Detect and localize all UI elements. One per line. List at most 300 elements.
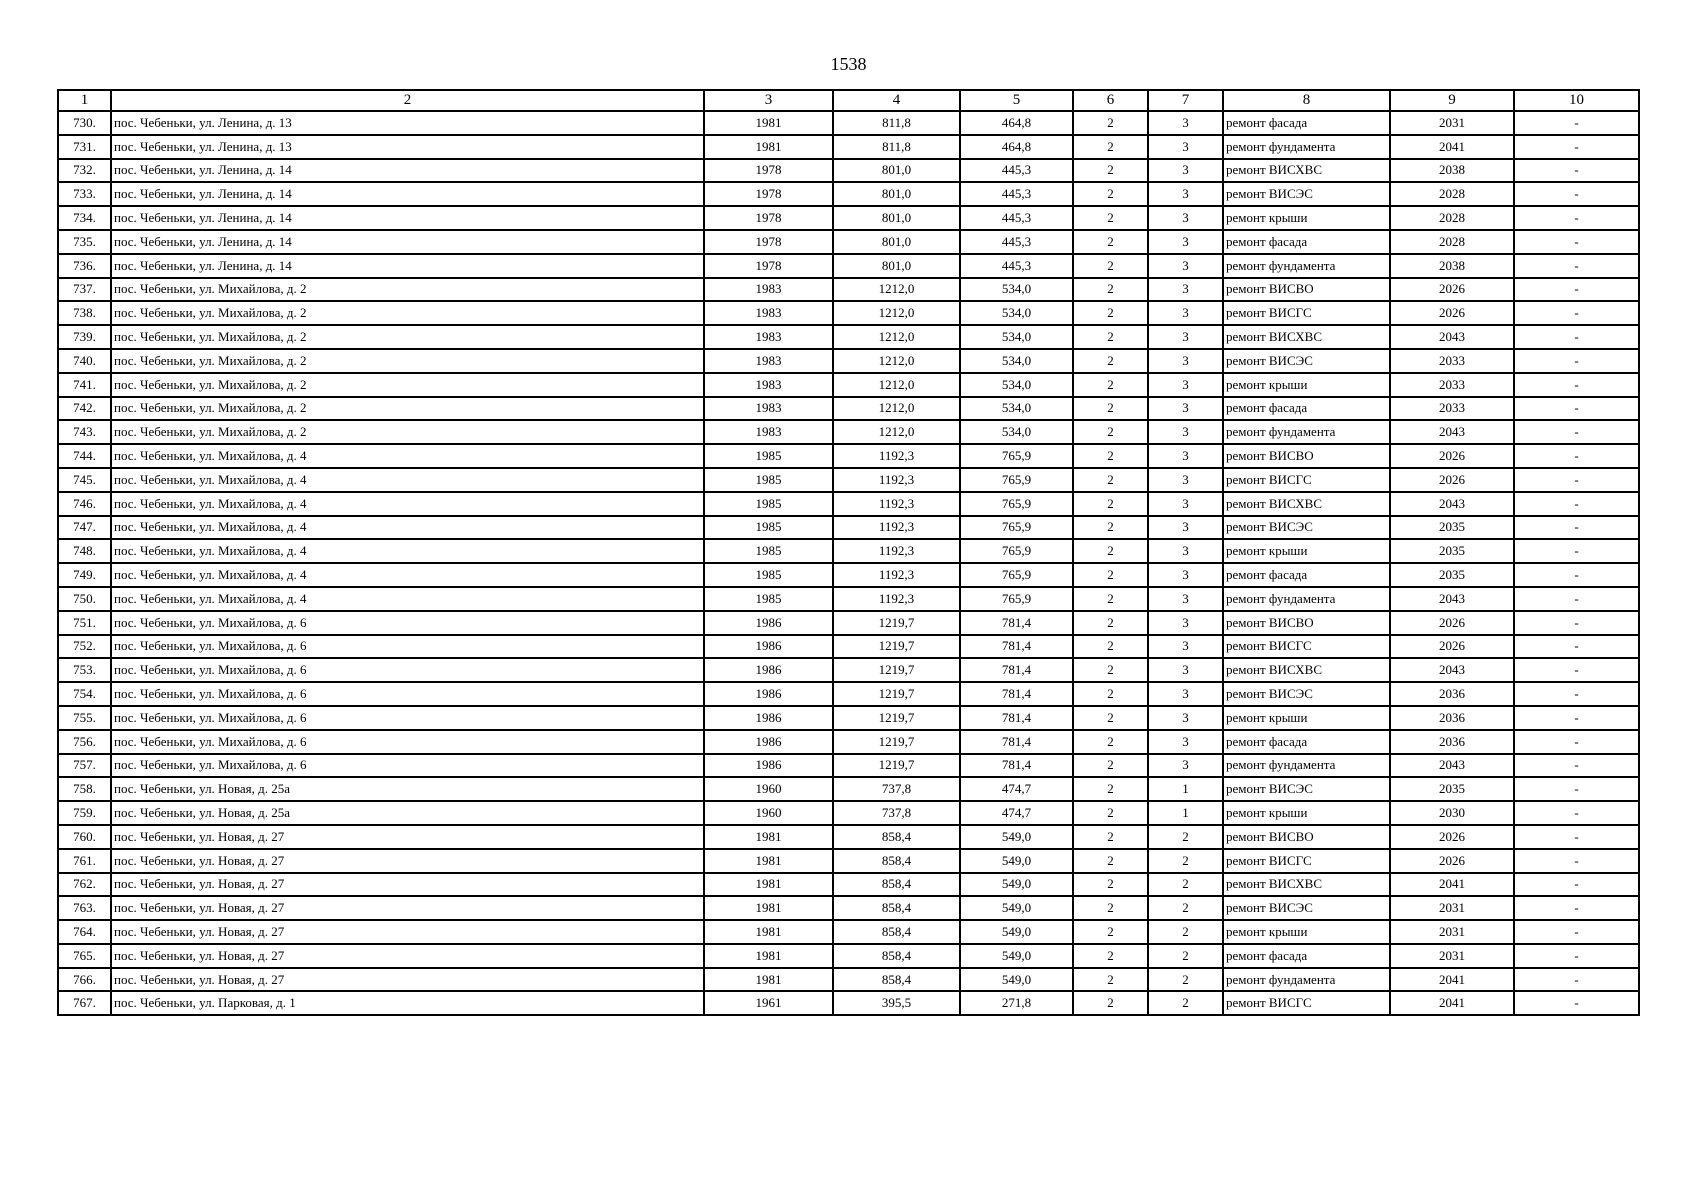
entrances-cell: 3 (1148, 278, 1223, 302)
entrances-cell: 3 (1148, 230, 1223, 254)
work-type-cell: ремонт ВИСГС (1223, 991, 1390, 1015)
entrances-cell: 2 (1148, 991, 1223, 1015)
total-area-cell: 737,8 (833, 801, 960, 825)
living-area-cell: 464,8 (960, 111, 1073, 135)
total-area-cell: 801,0 (833, 159, 960, 183)
planned-year-cell: 2031 (1390, 896, 1514, 920)
address-cell: пос. Чебеньки, ул. Михайлова, д. 6 (111, 730, 704, 754)
living-area-cell: 781,4 (960, 706, 1073, 730)
work-type-cell: ремонт крыши (1223, 706, 1390, 730)
table-row (58, 325, 1639, 349)
total-area-cell: 1219,7 (833, 658, 960, 682)
address-cell: пос. Чебеньки, ул. Ленина, д. 14 (111, 230, 704, 254)
living-area-cell: 765,9 (960, 468, 1073, 492)
note-cell: - (1514, 611, 1639, 635)
address-cell: пос. Чебеньки, ул. Михайлова, д. 4 (111, 444, 704, 468)
note-cell: - (1514, 230, 1639, 254)
year-built-cell: 1983 (704, 397, 833, 421)
total-area-cell: 1192,3 (833, 587, 960, 611)
column-header-4: 4 (833, 90, 960, 111)
table-row (58, 111, 1639, 135)
work-type-cell: ремонт фундамента (1223, 754, 1390, 778)
address-cell: пос. Чебеньки, ул. Новая, д. 27 (111, 896, 704, 920)
work-type-cell: ремонт фасада (1223, 111, 1390, 135)
total-area-cell: 1212,0 (833, 349, 960, 373)
living-area-cell: 549,0 (960, 873, 1073, 897)
planned-year-cell: 2031 (1390, 111, 1514, 135)
row-number-cell: 737. (58, 278, 111, 302)
work-type-cell: ремонт крыши (1223, 920, 1390, 944)
entrances-cell: 3 (1148, 301, 1223, 325)
note-cell: - (1514, 944, 1639, 968)
note-cell: - (1514, 777, 1639, 801)
planned-year-cell: 2043 (1390, 492, 1514, 516)
note-cell: - (1514, 492, 1639, 516)
living-area-cell: 549,0 (960, 920, 1073, 944)
address-cell: пос. Чебеньки, ул. Ленина, д. 13 (111, 135, 704, 159)
work-type-cell: ремонт фасада (1223, 944, 1390, 968)
floors-cell: 2 (1073, 801, 1148, 825)
note-cell: - (1514, 278, 1639, 302)
floors-cell: 2 (1073, 397, 1148, 421)
address-cell: пос. Чебеньки, ул. Михайлова, д. 6 (111, 635, 704, 659)
row-number-cell: 750. (58, 587, 111, 611)
year-built-cell: 1961 (704, 991, 833, 1015)
address-cell: пос. Чебеньки, ул. Михайлова, д. 2 (111, 373, 704, 397)
row-number-cell: 749. (58, 563, 111, 587)
row-number-cell: 763. (58, 896, 111, 920)
entrances-cell: 3 (1148, 492, 1223, 516)
total-area-cell: 1212,0 (833, 301, 960, 325)
row-number-cell: 765. (58, 944, 111, 968)
row-number-cell: 742. (58, 397, 111, 421)
floors-cell: 2 (1073, 420, 1148, 444)
page-number: 1538 (830, 54, 867, 74)
work-type-cell: ремонт ВИСЭС (1223, 516, 1390, 540)
floors-cell: 2 (1073, 135, 1148, 159)
work-type-cell: ремонт ВИСЭС (1223, 682, 1390, 706)
living-area-cell: 765,9 (960, 587, 1073, 611)
table-row (58, 420, 1639, 444)
planned-year-cell: 2026 (1390, 468, 1514, 492)
floors-cell: 2 (1073, 682, 1148, 706)
total-area-cell: 858,4 (833, 825, 960, 849)
planned-year-cell: 2041 (1390, 135, 1514, 159)
planned-year-cell: 2035 (1390, 516, 1514, 540)
total-area-cell: 1219,7 (833, 706, 960, 730)
row-number-cell: 761. (58, 849, 111, 873)
table-row (58, 516, 1639, 540)
column-header-3: 3 (704, 90, 833, 111)
entrances-cell: 2 (1148, 920, 1223, 944)
planned-year-cell: 2026 (1390, 849, 1514, 873)
planned-year-cell: 2035 (1390, 777, 1514, 801)
note-cell: - (1514, 397, 1639, 421)
year-built-cell: 1983 (704, 349, 833, 373)
address-cell: пос. Чебеньки, ул. Михайлова, д. 4 (111, 563, 704, 587)
planned-year-cell: 2028 (1390, 230, 1514, 254)
floors-cell: 2 (1073, 111, 1148, 135)
address-cell: пос. Чебеньки, ул. Михайлова, д. 6 (111, 658, 704, 682)
living-area-cell: 474,7 (960, 777, 1073, 801)
table-row (58, 706, 1639, 730)
table-row (58, 278, 1639, 302)
work-type-cell: ремонт фасада (1223, 563, 1390, 587)
entrances-cell: 2 (1148, 944, 1223, 968)
note-cell: - (1514, 539, 1639, 563)
table-row (58, 444, 1639, 468)
row-number-cell: 753. (58, 658, 111, 682)
row-number-cell: 731. (58, 135, 111, 159)
entrances-cell: 3 (1148, 754, 1223, 778)
work-type-cell: ремонт фундамента (1223, 968, 1390, 992)
entrances-cell: 2 (1148, 896, 1223, 920)
floors-cell: 2 (1073, 206, 1148, 230)
note-cell: - (1514, 873, 1639, 897)
total-area-cell: 1192,3 (833, 563, 960, 587)
year-built-cell: 1981 (704, 111, 833, 135)
living-area-cell: 271,8 (960, 991, 1073, 1015)
floors-cell: 2 (1073, 444, 1148, 468)
work-type-cell: ремонт ВИСЭС (1223, 896, 1390, 920)
address-cell: пос. Чебеньки, ул. Михайлова, д. 6 (111, 754, 704, 778)
entrances-cell: 3 (1148, 516, 1223, 540)
planned-year-cell: 2033 (1390, 373, 1514, 397)
column-header-1: 1 (58, 90, 111, 111)
column-header-6: 6 (1073, 90, 1148, 111)
work-type-cell: ремонт фасада (1223, 230, 1390, 254)
total-area-cell: 1212,0 (833, 278, 960, 302)
total-area-cell: 1192,3 (833, 444, 960, 468)
row-number-cell: 736. (58, 254, 111, 278)
work-type-cell: ремонт фундамента (1223, 420, 1390, 444)
work-type-cell: ремонт ВИСЭС (1223, 182, 1390, 206)
address-cell: пос. Чебеньки, ул. Михайлова, д. 4 (111, 587, 704, 611)
year-built-cell: 1986 (704, 635, 833, 659)
table-row (58, 944, 1639, 968)
work-type-cell: ремонт ВИСГС (1223, 849, 1390, 873)
year-built-cell: 1986 (704, 658, 833, 682)
work-type-cell: ремонт ВИСГС (1223, 301, 1390, 325)
year-built-cell: 1986 (704, 682, 833, 706)
work-type-cell: ремонт ВИСХВС (1223, 873, 1390, 897)
planned-year-cell: 2038 (1390, 159, 1514, 183)
planned-year-cell: 2043 (1390, 420, 1514, 444)
living-area-cell: 474,7 (960, 801, 1073, 825)
note-cell: - (1514, 754, 1639, 778)
living-area-cell: 534,0 (960, 301, 1073, 325)
floors-cell: 2 (1073, 468, 1148, 492)
entrances-cell: 3 (1148, 397, 1223, 421)
planned-year-cell: 2035 (1390, 539, 1514, 563)
entrances-cell: 2 (1148, 825, 1223, 849)
note-cell: - (1514, 206, 1639, 230)
total-area-cell: 858,4 (833, 873, 960, 897)
work-type-cell: ремонт ВИСХВС (1223, 658, 1390, 682)
floors-cell: 2 (1073, 373, 1148, 397)
living-area-cell: 549,0 (960, 968, 1073, 992)
total-area-cell: 395,5 (833, 991, 960, 1015)
entrances-cell: 3 (1148, 420, 1223, 444)
row-number-cell: 764. (58, 920, 111, 944)
table-row (58, 896, 1639, 920)
address-cell: пос. Чебеньки, ул. Михайлова, д. 6 (111, 706, 704, 730)
floors-cell: 2 (1073, 492, 1148, 516)
table-row (58, 682, 1639, 706)
row-number-cell: 752. (58, 635, 111, 659)
row-number-cell: 754. (58, 682, 111, 706)
floors-cell: 2 (1073, 563, 1148, 587)
table-row (58, 635, 1639, 659)
note-cell: - (1514, 825, 1639, 849)
address-cell: пос. Чебеньки, ул. Новая, д. 25а (111, 801, 704, 825)
row-number-cell: 735. (58, 230, 111, 254)
year-built-cell: 1985 (704, 539, 833, 563)
address-cell: пос. Чебеньки, ул. Михайлова, д. 6 (111, 611, 704, 635)
living-area-cell: 781,4 (960, 658, 1073, 682)
table-row (58, 254, 1639, 278)
note-cell: - (1514, 444, 1639, 468)
row-number-cell: 751. (58, 611, 111, 635)
note-cell: - (1514, 563, 1639, 587)
work-type-cell: ремонт крыши (1223, 373, 1390, 397)
note-cell: - (1514, 730, 1639, 754)
table-row (58, 777, 1639, 801)
table-row (58, 159, 1639, 183)
year-built-cell: 1986 (704, 706, 833, 730)
year-built-cell: 1981 (704, 968, 833, 992)
column-header-10: 10 (1514, 90, 1639, 111)
planned-year-cell: 2043 (1390, 754, 1514, 778)
table-row (58, 754, 1639, 778)
total-area-cell: 1212,0 (833, 373, 960, 397)
entrances-cell: 3 (1148, 611, 1223, 635)
total-area-cell: 1192,3 (833, 516, 960, 540)
floors-cell: 2 (1073, 254, 1148, 278)
table-row (58, 968, 1639, 992)
column-header-7: 7 (1148, 90, 1223, 111)
planned-year-cell: 2043 (1390, 587, 1514, 611)
total-area-cell: 858,4 (833, 849, 960, 873)
note-cell: - (1514, 658, 1639, 682)
table-row (58, 587, 1639, 611)
floors-cell: 2 (1073, 635, 1148, 659)
row-number-cell: 759. (58, 801, 111, 825)
planned-year-cell: 2036 (1390, 682, 1514, 706)
table-row (58, 206, 1639, 230)
total-area-cell: 801,0 (833, 254, 960, 278)
entrances-cell: 3 (1148, 468, 1223, 492)
floors-cell: 2 (1073, 516, 1148, 540)
column-header-5: 5 (960, 90, 1073, 111)
entrances-cell: 3 (1148, 658, 1223, 682)
living-area-cell: 765,9 (960, 444, 1073, 468)
year-built-cell: 1985 (704, 587, 833, 611)
living-area-cell: 445,3 (960, 182, 1073, 206)
entrances-cell: 1 (1148, 777, 1223, 801)
entrances-cell: 2 (1148, 968, 1223, 992)
floors-cell: 2 (1073, 944, 1148, 968)
note-cell: - (1514, 635, 1639, 659)
column-header-8: 8 (1223, 90, 1390, 111)
total-area-cell: 858,4 (833, 944, 960, 968)
note-cell: - (1514, 682, 1639, 706)
table-row (58, 135, 1639, 159)
planned-year-cell: 2028 (1390, 182, 1514, 206)
total-area-cell: 801,0 (833, 182, 960, 206)
entrances-cell: 3 (1148, 563, 1223, 587)
total-area-cell: 1192,3 (833, 468, 960, 492)
living-area-cell: 445,3 (960, 254, 1073, 278)
column-header-2: 2 (111, 90, 704, 111)
column-header-9: 9 (1390, 90, 1514, 111)
address-cell: пос. Чебеньки, ул. Михайлова, д. 2 (111, 301, 704, 325)
address-cell: пос. Чебеньки, ул. Михайлова, д. 4 (111, 468, 704, 492)
entrances-cell: 3 (1148, 706, 1223, 730)
table-row (58, 801, 1639, 825)
note-cell: - (1514, 349, 1639, 373)
floors-cell: 2 (1073, 777, 1148, 801)
planned-year-cell: 2026 (1390, 825, 1514, 849)
total-area-cell: 811,8 (833, 135, 960, 159)
row-number-cell: 766. (58, 968, 111, 992)
year-built-cell: 1978 (704, 182, 833, 206)
total-area-cell: 858,4 (833, 896, 960, 920)
entrances-cell: 2 (1148, 873, 1223, 897)
work-type-cell: ремонт ВИСВО (1223, 825, 1390, 849)
table-row (58, 825, 1639, 849)
work-type-cell: ремонт фундамента (1223, 254, 1390, 278)
living-area-cell: 781,4 (960, 754, 1073, 778)
table-row (58, 230, 1639, 254)
living-area-cell: 464,8 (960, 135, 1073, 159)
note-cell: - (1514, 801, 1639, 825)
floors-cell: 2 (1073, 968, 1148, 992)
floors-cell: 2 (1073, 349, 1148, 373)
note-cell: - (1514, 896, 1639, 920)
row-number-cell: 738. (58, 301, 111, 325)
total-area-cell: 1219,7 (833, 635, 960, 659)
planned-year-cell: 2033 (1390, 397, 1514, 421)
address-cell: пос. Чебеньки, ул. Михайлова, д. 2 (111, 349, 704, 373)
year-built-cell: 1960 (704, 801, 833, 825)
year-built-cell: 1978 (704, 230, 833, 254)
entrances-cell: 3 (1148, 444, 1223, 468)
planned-year-cell: 2036 (1390, 706, 1514, 730)
year-built-cell: 1981 (704, 135, 833, 159)
living-area-cell: 445,3 (960, 230, 1073, 254)
entrances-cell: 3 (1148, 539, 1223, 563)
year-built-cell: 1981 (704, 920, 833, 944)
year-built-cell: 1981 (704, 825, 833, 849)
planned-year-cell: 2033 (1390, 349, 1514, 373)
total-area-cell: 1219,7 (833, 754, 960, 778)
floors-cell: 2 (1073, 182, 1148, 206)
table-row (58, 539, 1639, 563)
floors-cell: 2 (1073, 730, 1148, 754)
note-cell: - (1514, 516, 1639, 540)
note-cell: - (1514, 159, 1639, 183)
row-number-cell: 745. (58, 468, 111, 492)
note-cell: - (1514, 135, 1639, 159)
living-area-cell: 534,0 (960, 325, 1073, 349)
year-built-cell: 1985 (704, 444, 833, 468)
table-row (58, 849, 1639, 873)
planned-year-cell: 2041 (1390, 991, 1514, 1015)
planned-year-cell: 2043 (1390, 658, 1514, 682)
entrances-cell: 3 (1148, 159, 1223, 183)
note-cell: - (1514, 254, 1639, 278)
living-area-cell: 781,4 (960, 635, 1073, 659)
note-cell: - (1514, 373, 1639, 397)
work-type-cell: ремонт ВИСГС (1223, 468, 1390, 492)
living-area-cell: 549,0 (960, 896, 1073, 920)
floors-cell: 2 (1073, 301, 1148, 325)
year-built-cell: 1978 (704, 159, 833, 183)
floors-cell: 2 (1073, 825, 1148, 849)
table-row (58, 182, 1639, 206)
note-cell: - (1514, 468, 1639, 492)
living-area-cell: 549,0 (960, 825, 1073, 849)
living-area-cell: 549,0 (960, 849, 1073, 873)
table-row (58, 468, 1639, 492)
work-type-cell: ремонт фундамента (1223, 135, 1390, 159)
planned-year-cell: 2026 (1390, 278, 1514, 302)
year-built-cell: 1981 (704, 896, 833, 920)
floors-cell: 2 (1073, 658, 1148, 682)
total-area-cell: 1212,0 (833, 397, 960, 421)
table-row (58, 301, 1639, 325)
note-cell: - (1514, 706, 1639, 730)
entrances-cell: 3 (1148, 373, 1223, 397)
planned-year-cell: 2041 (1390, 873, 1514, 897)
entrances-cell: 3 (1148, 587, 1223, 611)
planned-year-cell: 2031 (1390, 920, 1514, 944)
planned-year-cell: 2028 (1390, 206, 1514, 230)
address-cell: пос. Чебеньки, ул. Ленина, д. 14 (111, 159, 704, 183)
living-area-cell: 781,4 (960, 730, 1073, 754)
address-cell: пос. Чебеньки, ул. Новая, д. 27 (111, 920, 704, 944)
work-type-cell: ремонт фасада (1223, 397, 1390, 421)
entrances-cell: 3 (1148, 682, 1223, 706)
address-cell: пос. Чебеньки, ул. Парковая, д. 1 (111, 991, 704, 1015)
address-cell: пос. Чебеньки, ул. Новая, д. 27 (111, 873, 704, 897)
address-cell: пос. Чебеньки, ул. Михайлова, д. 2 (111, 278, 704, 302)
living-area-cell: 765,9 (960, 492, 1073, 516)
note-cell: - (1514, 991, 1639, 1015)
work-type-cell: ремонт ВИСВО (1223, 611, 1390, 635)
work-type-cell: ремонт ВИСВО (1223, 444, 1390, 468)
row-number-cell: 734. (58, 206, 111, 230)
total-area-cell: 1212,0 (833, 325, 960, 349)
year-built-cell: 1978 (704, 254, 833, 278)
planned-year-cell: 2026 (1390, 301, 1514, 325)
row-number-cell: 767. (58, 991, 111, 1015)
planned-year-cell: 2026 (1390, 611, 1514, 635)
planned-year-cell: 2043 (1390, 325, 1514, 349)
row-number-cell: 739. (58, 325, 111, 349)
row-number-cell: 756. (58, 730, 111, 754)
floors-cell: 2 (1073, 873, 1148, 897)
floors-cell: 2 (1073, 849, 1148, 873)
planned-year-cell: 2038 (1390, 254, 1514, 278)
work-type-cell: ремонт ВИСЭС (1223, 349, 1390, 373)
address-cell: пос. Чебеньки, ул. Михайлова, д. 2 (111, 420, 704, 444)
entrances-cell: 2 (1148, 849, 1223, 873)
address-cell: пос. Чебеньки, ул. Ленина, д. 14 (111, 206, 704, 230)
year-built-cell: 1986 (704, 730, 833, 754)
total-area-cell: 1219,7 (833, 730, 960, 754)
